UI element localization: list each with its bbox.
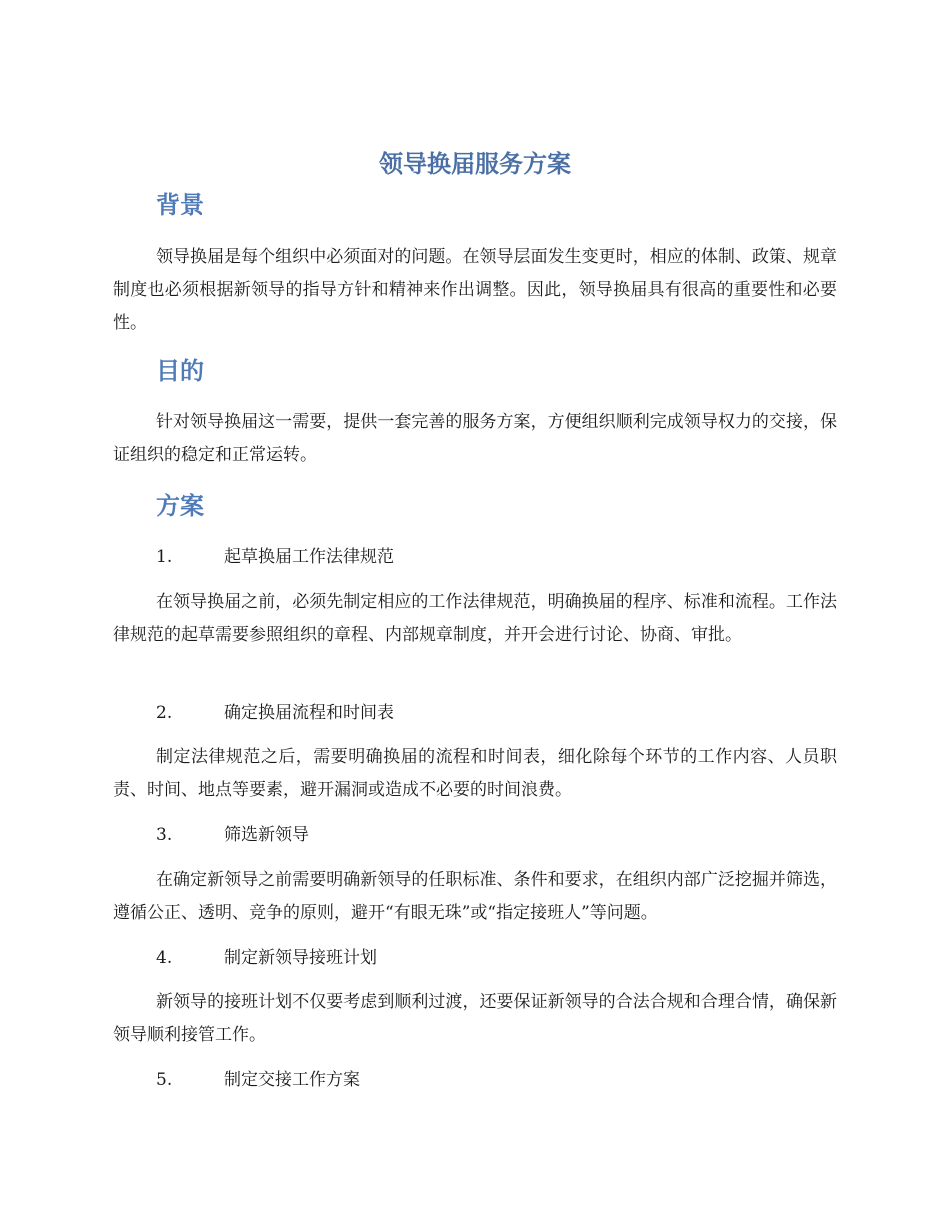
section-heading-plan: 方案 (156, 492, 204, 520)
item-title: 确定换届流程和时间表 (224, 703, 394, 723)
background-paragraph: 领导换届是每个组织中必须面对的问题。在领导层面发生变更时，相应的体制、政策、规章制度也必须根据新领导的指导方针和精神来作出调整。因此，领导换届具有很高的重要性和必要性。 (113, 247, 837, 333)
item-number: 4. (156, 948, 173, 968)
section-heading-background: 背景 (156, 191, 204, 219)
item-number: 1. (156, 547, 173, 567)
plan-item-4 (156, 942, 377, 975)
plan-item-2-paragraph: 制定法律规范之后，需要明确换届的流程和时间表，细化除每个环节的工作内容、人员职责、时间、地点等要素，避开漏洞或造成不必要的时间浪费。 (113, 747, 837, 800)
item-number: 2. (156, 703, 173, 723)
section-heading-purpose: 目的 (156, 357, 204, 385)
item-title: 制定新领导接班计划 (224, 948, 377, 968)
item-number: 3. (156, 825, 173, 845)
plan-item-3-paragraph: 在确定新领导之前需要明确新领导的任职标准、条件和要求，在组织内部广泛挖掘并筛选，遵循公正、透明、竞争的原则，避开“有眼无珠”或“指定接班人”等问题。 (113, 870, 837, 923)
plan-item-1-paragraph: 在领导换届之前，必须先制定相应的工作法律规范，明确换届的程序、标准和流程。工作法律规范的起草需要参照组织的章程、内部规章制度，并开会进行讨论、协商、审批。 (113, 592, 837, 645)
item-number: 5. (156, 1070, 173, 1090)
plan-item-5 (156, 1064, 360, 1097)
document-title: 领导换届服务方案 (379, 150, 571, 178)
item-title: 筛选新领导 (224, 825, 309, 845)
item-title: 制定交接工作方案 (224, 1070, 360, 1090)
plan-item-1 (156, 541, 394, 574)
item-title: 起草换届工作法律规范 (224, 547, 394, 567)
plan-item-2 (156, 697, 394, 730)
plan-item-3 (156, 819, 309, 852)
purpose-paragraph: 针对领导换届这一需要，提供一套完善的服务方案，方便组织顺利完成领导权力的交接，保证组织的稳定和正常运转。 (113, 412, 837, 465)
plan-item-4-paragraph: 新领导的接班计划不仅要考虑到顺利过渡，还要保证新领导的合法合规和合理合情，确保新领导顺利接管工作。 (113, 992, 837, 1045)
